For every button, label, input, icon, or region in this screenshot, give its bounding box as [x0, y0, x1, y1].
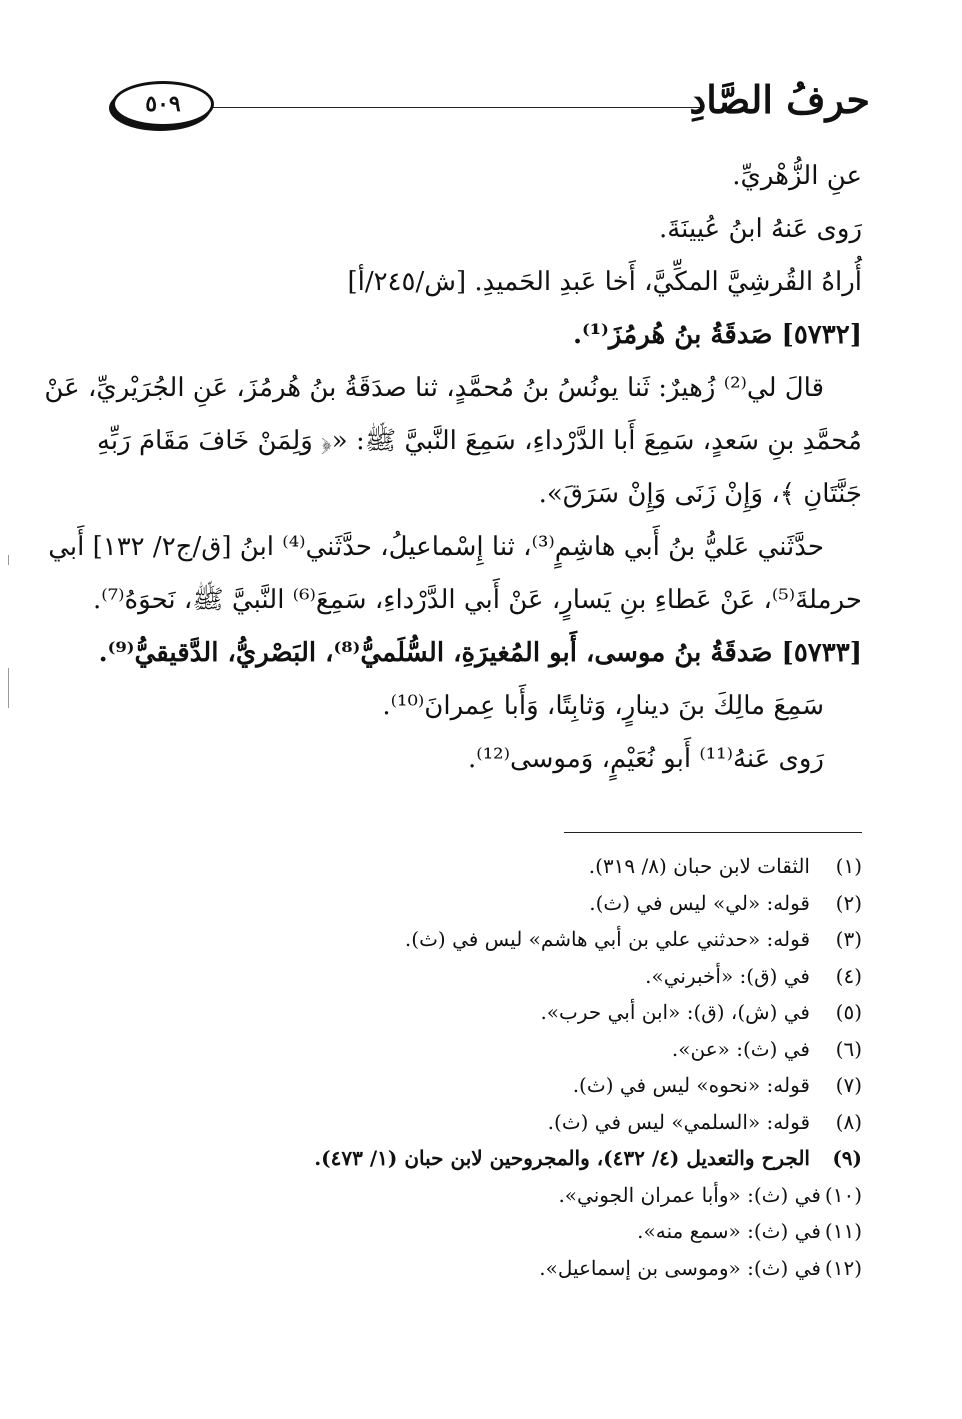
page-number: ٥٠٩ — [145, 91, 181, 117]
footnote — [98, 921, 862, 958]
footnote-text: في (ث): «عن». — [671, 1036, 810, 1061]
footnote-number: (٦) — [835, 1036, 862, 1061]
footnote-number: (٤) — [835, 963, 862, 988]
text-line: عنِ الزُّهْريِّ. — [732, 161, 862, 191]
footnote-text: في (ش)، (ق): «ابن أبي حرب». — [540, 1000, 810, 1024]
footnote-number: (٩) — [832, 1146, 862, 1170]
footnote-text: قوله: «السلمي» ليس في (ث). — [547, 1109, 810, 1134]
text-line: قالَ لي⁽²⁾ زُهيرٌ: ثَنا يونُسُ بنُ مُحمَّدٍ، ثنا صدَقَةُ بنُ هُرمُزَ، عَنِ الجُرَيْريِّ، عَنْ — [44, 373, 824, 403]
text-line: حدَّثَني عَليُّ بنُ أَبي هاشِمٍ⁽³⁾، ثنا إِسْماعيلُ، حدَّثَني⁽⁴⁾ ابنُ [ق/ج٢/ ١٣٢] أَبي — [48, 532, 824, 562]
footnote-text: في (ث): «وأبا عمران الجوني». — [558, 1182, 821, 1207]
page-number-badge — [112, 81, 214, 127]
text-line: حرملةَ⁽⁵⁾، عَنْ عَطاءِ بنِ يَسارٍ، عَنْ أَبي الدَّرْداءِ، سَمِعَ⁽⁶⁾ النَّبيَّ ﷺ، نَحوَهُ⁽⁷⁾. — [93, 585, 862, 615]
footnote-text: قوله: «نحوه» ليس في (ث). — [572, 1073, 810, 1097]
footnote-text: قوله: «حدثني علي بن أبي هاشم» ليس في (ث). — [404, 927, 810, 951]
footnote-number: (٧) — [835, 1073, 862, 1097]
footnote — [98, 1067, 862, 1104]
footnote-number: (١٠) — [824, 1182, 862, 1207]
footnote — [98, 1104, 862, 1141]
text-line: رَوى عَنهُ⁽¹¹⁾ أَبو نُعَيْمٍ، وَموسى⁽¹²⁾. — [468, 744, 824, 774]
footnote — [98, 1250, 862, 1287]
scan-margin-mark — [8, 555, 9, 565]
footnote-number: (١١) — [824, 1219, 862, 1243]
scan-margin-mark — [8, 668, 9, 708]
footnote-number: (٨) — [835, 1109, 862, 1134]
footnote — [98, 848, 862, 885]
footnotes — [98, 848, 862, 1286]
text-line: أُراهُ القُرشِيَّ المكِّيَّ، أَخا عَبدِ الحَميدِ. [ش/٢٤٥/أ] — [347, 267, 862, 297]
entry-heading-5732: [٥٧٣٢] صَدقَةُ بنُ هُرمُزَ⁽¹⁾. — [572, 320, 862, 350]
footnote-separator — [564, 832, 862, 833]
footnote — [98, 1177, 862, 1214]
running-header-title: حرفُ الصَّادِ — [689, 77, 870, 122]
footnote-text: في (ث): «وموسى بن إسماعيل». — [539, 1255, 821, 1280]
footnote — [98, 994, 862, 1031]
footnote-text: قوله: «لي» ليس في (ث). — [589, 890, 810, 915]
text-line: جَنَّتَانِ ﴾، وَإِنْ زَنَى وَإِنْ سَرَقَ». — [538, 479, 862, 509]
footnote-text: الثقات لابن حبان (٨/ ٣١٩). — [588, 854, 810, 878]
footnote-text: الجرح والتعديل (٤/ ٤٣٢)، والمجروحين لابن حبان (١/ ٤٧٣). — [314, 1146, 810, 1170]
footnote-number: (١٢) — [824, 1255, 862, 1280]
footnote-number: (٥) — [835, 1000, 862, 1024]
footnote-text: في (ث): «سمع منه». — [637, 1219, 821, 1243]
header-rule — [198, 107, 700, 108]
footnote — [98, 958, 862, 995]
footnote-text: في (ق): «أخبرني». — [645, 963, 810, 988]
footnote — [98, 1031, 862, 1068]
footnote — [98, 885, 862, 922]
footnote-number: (٢) — [835, 890, 862, 915]
footnote — [98, 1213, 862, 1250]
entry-heading-5733: [٥٧٣٣] صَدقَةُ بنُ موسى، أَبو المُغيرَةِ، السُّلَميُّ⁽⁸⁾، البَصْريُّ، الدَّقيقيُّ⁽⁹⁾. — [98, 638, 862, 668]
text-line: سَمِعَ مالِكَ بنَ دينارٍ، وَثابِتًا، وَأَبا عِمرانَ⁽¹⁰⁾. — [382, 691, 824, 721]
main-text — [44, 150, 862, 786]
text-line: رَوى عَنهُ ابنُ عُيينَةَ. — [658, 214, 862, 244]
footnote-number: (١) — [835, 854, 862, 878]
footnote-number: (٣) — [835, 927, 862, 951]
text-line: مُحمَّدِ بنِ سَعدٍ، سَمِعَ أَبا الدَّرْداءِ، سَمِعَ النَّبيَّ ﷺ: «﴿ وَلِمَنْ خَافَ مَقَامَ رَبِّهِ — [96, 426, 862, 456]
footnote — [98, 1140, 862, 1177]
